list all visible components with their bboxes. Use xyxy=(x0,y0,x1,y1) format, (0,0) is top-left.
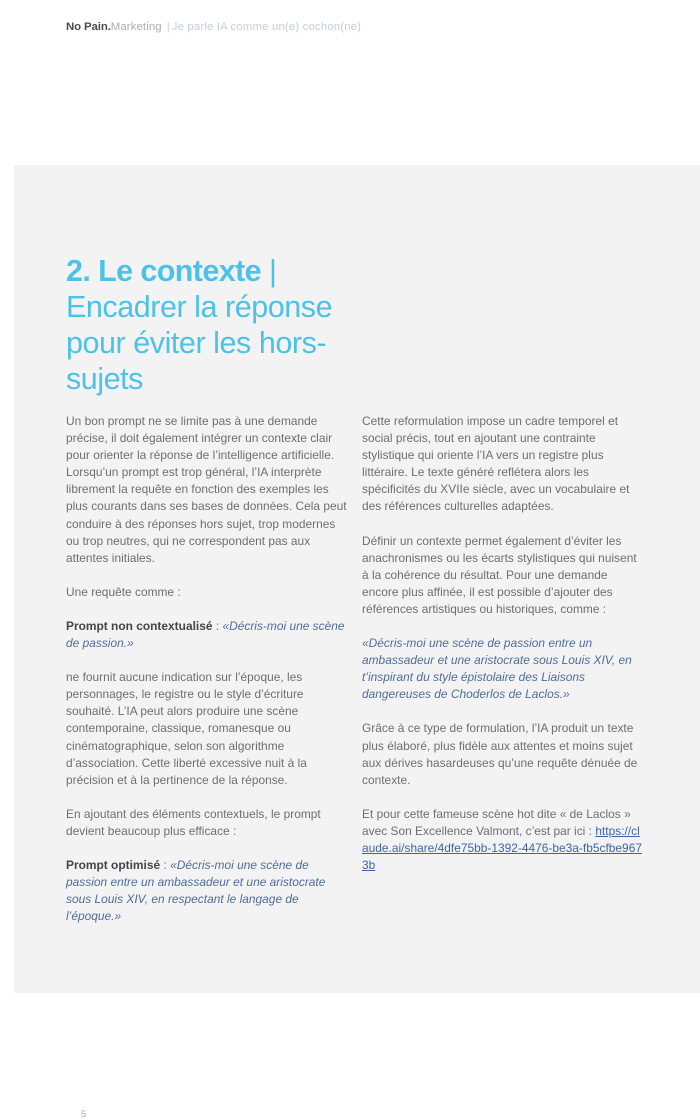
body-column-right xyxy=(362,413,643,874)
paragraph-transition: En ajoutant des éléments contextuels, le prompt devient beaucoup plus efficace : xyxy=(66,806,321,838)
prompt-non-contextualise-block xyxy=(66,618,347,652)
header-separator: | xyxy=(166,21,170,33)
body-column-left xyxy=(66,413,347,925)
claude-share-link[interactable]: https://claude.ai/share/4dfe75bb-1392-4476-be3a-fb5cfbe9673b xyxy=(362,823,642,873)
paragraph-intro: Un bon prompt ne se limite pas à une demande précise, il doit également intégrer un contexte clair pour orienter la réponse de l’intelligence artificielle. Lorsqu’un prompt est trop général, l’IA interprète librement la requête en fonction des exemples les plus courants dans ses bases de données. Cela peut conduire à des réponses hors sujet, trop modernes ou trop neutres, qui ne correspondent pas aux attentes initiales. xyxy=(66,414,347,565)
brand-name-light: Marketing xyxy=(110,21,162,33)
share-link-intro: Et pour cette fameuse scène hot dite « de Laclos » avec Son Excellence Valmont, c’est par ici : xyxy=(362,806,631,838)
page-number: 5 xyxy=(81,1109,87,1120)
prompt-optimise-quote: «Décris-moi une scène de passion entre un ambassadeur et une aristocrate sous Louis XIV, en respectant le langage de l’époque.» xyxy=(66,857,326,924)
label-colon: : xyxy=(212,618,223,633)
prompt-optimise-block xyxy=(66,857,347,925)
prompt-optimise-label: Prompt optimisé xyxy=(66,857,161,872)
paragraph-reformulation: Cette reformulation impose un cadre temporel et social précis, tout en ajoutant une contrainte stylistique qui oriente l’IA vers un registre plus littéraire. Le texte généré reflétera alors les spécificités du XVIIe siècle, avec un vocabulaire et des références culturelles adaptées. xyxy=(362,414,630,514)
label-colon: : xyxy=(160,857,171,872)
prompt-non-contextualise-label: Prompt non contextualisé xyxy=(66,618,213,633)
page-title-subtitle: | Encadrer la réponse pour éviter les hors-sujets xyxy=(66,254,333,397)
brand-name-strong: No Pain. xyxy=(66,21,111,33)
paragraph-anachronismes: Définir un contexte permet également d’éviter les anachronismes ou les écarts stylistiques qui nuisent à la cohérence du résultat. Pour une demande encore plus affinée, il est possible d’ajouter des références artistiques ou historiques, comme : xyxy=(362,533,637,616)
content-panel xyxy=(14,165,700,1120)
paragraph-explanation: ne fournit aucune indication sur l’époque, les personnages, le registre ou le style d’écriture souhaité. L’IA peut alors produire une scène contemporaine, classique, romanesque ou cinématographique, selon son algorithme d’association. Cette liberté excessive nuit à la précision et à la pertinence de la réponse. xyxy=(66,670,307,787)
document-header xyxy=(66,21,361,33)
page-title xyxy=(66,253,356,397)
paragraph-lead-in: Une requête comme : xyxy=(66,584,181,599)
header-subtitle: Je parle IA comme un(e) cochon(ne) xyxy=(171,21,362,33)
prompt-reference-quote: «Décris-moi une scène de passion entre un ambassadeur et une aristocrate sous Louis XIV, en t’inspirant du style épistolaire des Liaisons dangereuses de Choderlos de Laclos.» xyxy=(362,636,632,702)
paragraph-conclusion: Grâce à ce type de formulation, l’IA produit un texte plus élaboré, plus fidèle aux attentes et moins sujet aux dérives hasardeuses qu’une requête dénuée de contexte. xyxy=(362,721,638,787)
prompt-non-contextualise-quote: «Décris-moi une scène de passion.» xyxy=(66,618,345,651)
paragraph-share-link xyxy=(362,806,643,874)
page-title-number: 2. Le contexte xyxy=(66,254,262,289)
